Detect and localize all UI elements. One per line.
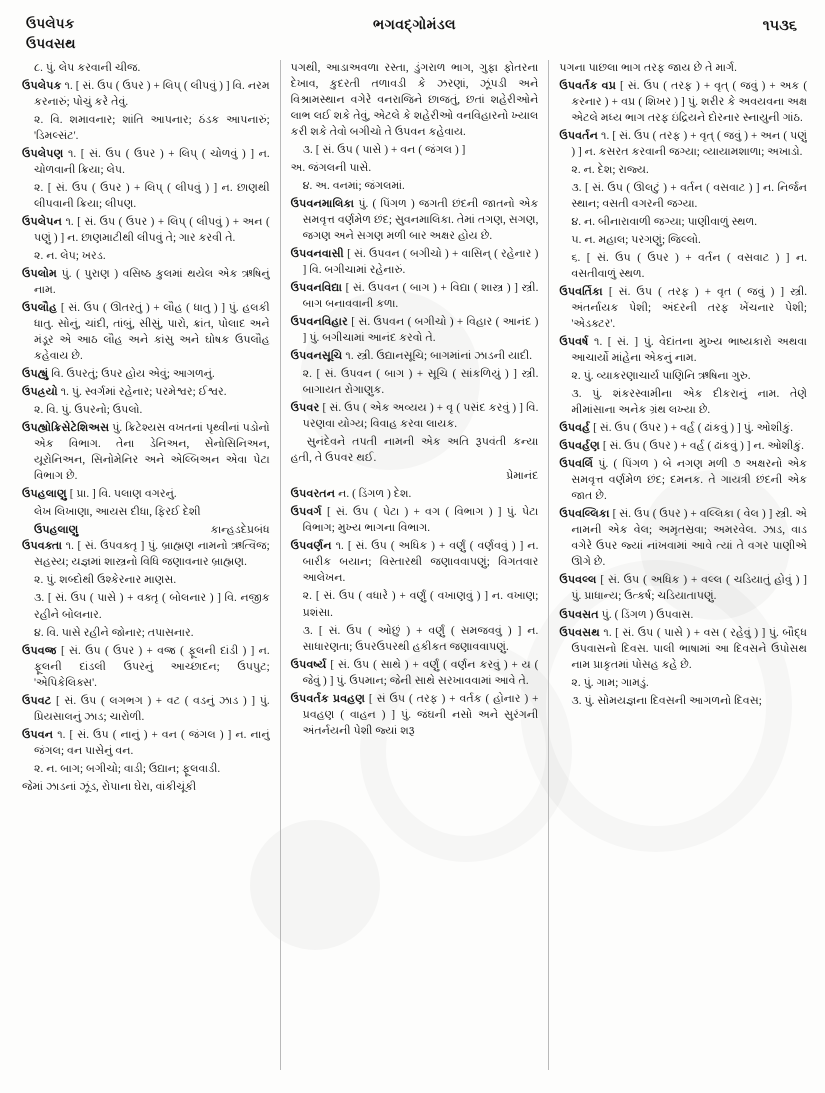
entry-headword: ઉપવર્ષ્ય xyxy=(290,658,327,671)
entry-definition: પું. ( પિંગળ ) બે નગણ મળી ૭ અક્ષરનો એક સમવૃત્ત વર્ણમેળ છંદ; દમનક. તે ગાયત્રી છંદની એક જાત છે. xyxy=(571,458,808,503)
entry-definition: [ સં. ઉપવન ( બગીચો ) + વિહાર ( આનંદ ) ] પું. બગીચામાં આનંદ કરવો તે. xyxy=(302,316,539,345)
entry-definition: ૧. [ સં. ઉપ ( ઉપર ) + લિપ્ ( લીપવું ) + અન ( પણું ) ] ન. છાણમાટીથી લીપવું તે; ગાર કરવી તે. xyxy=(34,216,270,245)
entry-headword: ઉપલેપણ xyxy=(22,148,64,161)
entry-definition: ૧. [ સં. ] પું. વેદાંતના મુખ્ય ભાષ્યકારો અથવા આચાર્યો માંહેના એકનું નામ. xyxy=(571,336,808,365)
page-number: ૧૫૩૬ xyxy=(762,18,797,34)
dictionary-entry xyxy=(22,146,270,178)
entry-sense: ૩. [ સં. ઉપ ( ઊલટું ) + વર્તન ( વસવાટ ) ] ન. નિર્જન સ્થાન; વસતી વગરની જગ્યા. xyxy=(571,182,808,211)
entry-definition: [ સં. ઉપ ( ઉપર ) + વલ્લિકા ( વેલ ) ] સ્ત્રી. એ નામની એક વેલ; અમૃતસ્રવા; અમરવેલ. ઝાડ, વાડ વગેરે ઉપર જ્યાં નાંખવામાં આવે ત્યાં તે વગર પાણીએ ઊગે છે. xyxy=(571,508,808,569)
entry-definition: [ સં. ઉપવન ( બગીચો ) + વાસિન્ ( રહેનાર ) ] વિ. બગીચામાં રહેનારું. xyxy=(302,248,539,277)
dictionary-entry xyxy=(291,504,539,536)
dictionary-entry xyxy=(559,607,807,623)
dictionary-entry xyxy=(291,314,539,346)
entry-headword: ઉપવજ્ર xyxy=(22,644,57,657)
entry-sense: ૩. [ સં. ઉપ ( પાસે ) + વન ( જંગલ ) ] xyxy=(302,144,466,157)
entry-sense: ૪. ન. બીનારાવાળી જગ્યા; પાણીવાળું સ્થળ. xyxy=(571,216,758,229)
entry-headword: ઉપવક્તા xyxy=(22,540,63,553)
dictionary-entry xyxy=(291,538,539,586)
three-column-body xyxy=(22,60,807,1070)
dictionary-entry xyxy=(22,727,270,759)
dictionary-entry xyxy=(559,334,807,366)
dictionary-entry xyxy=(291,400,539,432)
entry-headword: ઉપવર્તન xyxy=(559,130,598,143)
entry-sense: ૬. [ સં. ઉપ ( ઉપર ) + વર્તન ( વસવાટ ) ] ન. વસતીવાળું સ્થળ. xyxy=(571,252,808,281)
entry-sense: ૩. પું. સોમયજ્ઞના દિવસની આગળનો દિવસ; xyxy=(571,694,762,707)
entry-definition: [ સં. ઉપ ( ઉપર ) + વજ્ર ( ફૂલની દાંડી ) ] ન. ફૂલની દાંડલી ઉપરનું આચ્છાદન; ઉપપુટ; 'એપિકેલિક્સ'. xyxy=(34,644,270,689)
entry-sense: ૨. વિ. પું. ઉપરનો; ઉપલો. xyxy=(34,404,143,417)
entry-headword: ઉપલૌહ xyxy=(22,302,58,315)
header-word-last: ઉપવસથ xyxy=(26,35,76,51)
dictionary-entry xyxy=(559,128,807,160)
entry-sense: ૨. વિ. શમાવનાર; શાંતિ આપનાર; ઠંડક આપનારું; 'ડિમલ્સંટ'. xyxy=(34,114,270,143)
dictionary-entry xyxy=(22,78,270,110)
entry-sense: ૩. [ સં. ઉપ ( ઓછું ) + વર્ણું ( સમજવવું ) ] ન. સાધારણતા; ઉપરઉપરથી હકીકત જણાવવાપણું. xyxy=(302,624,539,653)
column-1 xyxy=(22,60,280,1070)
entry-example: સુનંદેવને તપતી નામની એક અતિ રૂપવંતી કન્યા હતી, તે ઉપવર થઈ. xyxy=(290,436,539,465)
dictionary-entry xyxy=(559,420,807,436)
entry-headword: ઉપવનવાસી xyxy=(290,248,344,261)
entry-sense: ૩. [ સં. ઉપ ( પાસે ) + વક્તૃ ( બોલનાર ) ] વિ. નજીક રહીને બોલનાર. xyxy=(34,592,270,621)
entry-headword: ઉપવસથ xyxy=(559,626,600,639)
dictionary-entry xyxy=(22,538,270,570)
entry-sense: ૨. [ સં. ઉપ ( વધારે ) + વર્ણું ( વખાણવું ) ] ન. વખાણ; પ્રશંસા. xyxy=(302,590,539,619)
entry-headword: ઉપહ્યું xyxy=(22,368,49,381)
entry-sense: ૫. ન. મહાલ; પરગણું; જિલ્લો. xyxy=(571,234,701,247)
entry-headword: ઉપવર્ષ xyxy=(559,336,589,349)
entry-headword: ઉપવટ xyxy=(22,694,52,707)
dictionary-entry xyxy=(22,643,270,691)
entry-sense: ૮. પું. લેપ કરવાની ચીજ. xyxy=(34,62,141,74)
dictionary-entry xyxy=(559,78,807,126)
entry-headword: ઉપવનવિહાર xyxy=(290,316,348,329)
entry-definition: [ સં. ઉપ ( એક અવ્યય ) + વૃ ( પસંદ કરવું ) ] વિ. પરણવા યોગ્ય; વિવાહ કરવા લાયક. xyxy=(302,402,539,431)
entry-headword: ઉપવર્તિકા xyxy=(559,286,603,299)
dictionary-entry xyxy=(22,300,270,364)
entry-definition: પું. ( પુરાણ ) વસિષ્ઠ કુલમાં થયેલ એક ઋષિનું નામ. xyxy=(34,268,270,297)
entry-headword: ઉપહલાણુ xyxy=(22,488,67,501)
entry-headword: ઉપવર્લિ xyxy=(559,458,594,471)
dictionary-entry xyxy=(559,506,807,570)
entry-continuation: જેમાં ઝાડનાં ઝૂંડ, રોપાના ઘેરા, વાંકીચૂંકી xyxy=(22,780,197,793)
entry-sense: ૩. પું. શંકરસ્વામીના એક દીકરાનું નામ. તેણે મીમાંસાના અનેક ગ્રંથ લખ્યા છે. xyxy=(571,388,808,417)
dictionary-entry xyxy=(22,420,270,484)
header-word-first: ઉપલેપક xyxy=(26,16,75,31)
entry-headword: ઉપહ્યોક્રિસેટેશિઅસ xyxy=(22,422,110,435)
entry-headword: ઉપવર્તક વપ્ર xyxy=(559,80,616,93)
entry-definition: ૧. પું. સ્વર્ગમાં રહેનાર; પરમેશ્વર; ઈશ્વર. xyxy=(57,386,227,399)
entry-definition: [ સં ઉપ ( તરફ ) + વર્તક ( હોનાર ) + પ્રવહણ ( વાહન ) ] પું. જંઘની નસો અને સુરંગની અંતર્નયની પેશી જ્યાં શરૂ xyxy=(302,692,539,737)
dictionary-entry xyxy=(559,625,807,673)
entry-sense: ૨. ન. લેપ; ખરડ. xyxy=(34,250,106,263)
entry-definition: [ સં. ઉપ ( સાથે ) + વર્ણું ( વર્ણન કરવું ) + ય ( જેવું ) ] પું. ઉપમાન; જેની સાથે સરખાવવામાં આવે તે. xyxy=(302,658,539,687)
entry-definition: પું. ( ડિંગળ ) ઉપવાસ. xyxy=(598,608,694,621)
entry-definition: [ પ્રા. ] વિ. પલાણ વગરનું. xyxy=(66,488,177,501)
entry-headword: ઉપવર્હણ xyxy=(559,440,600,453)
entry-definition: પું. ક્રિટેશ્યસ વખતનાં પૃથ્વીનાં પડોનો એક વિભાગ. તેના ડેનિઅન, સેનોસિનિઅન, યૂરોનિઅન, સિનોમેનિર અને એલ્બિઅન એવા પેટા વિભાગ છે. xyxy=(34,422,270,483)
entry-headword: ઉપવર્હ xyxy=(559,422,591,435)
entry-headword: ઉપવનસૂચિ xyxy=(290,350,343,363)
dictionary-entry xyxy=(291,196,539,244)
dictionary-entry xyxy=(22,384,270,400)
entry-sense: ૨. પું. ગામ; ગામડું. xyxy=(571,676,649,689)
entry-headword: ઉપવર્ણન xyxy=(290,540,332,553)
entry-headword: ઉપવસત xyxy=(559,608,599,621)
dictionary-entry xyxy=(22,366,270,382)
entry-definition: [ સં. ઉપ ( તરફ ) + વૃત્ ( જવું ) + અક ( કરનાર ) + વપ્ર ( શિખર ) ] પું. શરીર કે અવયવના અક્ષ એટલે મધ્ય ભાગ તરફ ઇંદ્રિયને દોરનાર સ્નાયુની ગાંઠ. xyxy=(571,80,808,125)
entry-sense: ૪. વિ. પાસે રહીને જોનાર; તપાસનાર. xyxy=(34,626,194,639)
entry-definition: ૧. [ સં. ઉપ ( અધિક ) + વર્ણું ( વર્ણવવું ) ] ન. બારીક બયાન; વિસ્તારથી જણાવવાપણું; વિગતવાર આલેખન. xyxy=(302,540,539,585)
dictionary-entry xyxy=(559,572,807,604)
entry-continuation: અ. જંગલની પાસે. xyxy=(290,162,372,175)
entry-quotation: લેખ લિખાણા, આયસ દીધા, ફિરઈ દેશી xyxy=(34,506,201,519)
entry-definition: [ સં. ઉપવન ( બાગ ) + વિદ્યા ( શાસ્ત્ર ) ] સ્ત્રી. બાગ બનાવવાની કળા. xyxy=(302,282,539,311)
page-header xyxy=(22,14,807,60)
dictionary-entry xyxy=(559,456,807,504)
entry-headword: ઉપવર્ગ xyxy=(290,506,322,519)
entry-headword: ઉપવર્તક પ્રવહણ xyxy=(290,692,365,705)
citation-author: પ્રેમાનંદ xyxy=(506,470,539,483)
column-2 xyxy=(280,60,550,1070)
dictionary-entry xyxy=(291,246,539,278)
entry-definition: [ સં. ઉપ ( પેટા ) + વગ ( વિભાગ ) ] પું. પેટા વિભાગ; મુખ્ય ભાગના વિભાગ. xyxy=(302,506,539,535)
entry-definition: [ સં. ઉપ ( ઉપર ) + વર્હ ( ઢાંકવું ) ] પું. ઓશીકું. xyxy=(590,422,794,435)
citation-author: કાન્હડદેપ્રબંધ xyxy=(210,524,270,537)
dictionary-entry xyxy=(559,284,807,332)
entry-definition: પું. ( પિંગળ ) જગતી છંદની જાતનો એક સમવૃત્ત વર્ણમેળ છંદ; સુવનમાલિકા. તેમાં તગણ, સગણ, જગણ અને સગણ મળી બાર અક્ષર હોય છે. xyxy=(302,198,539,243)
dictionary-entry xyxy=(291,486,539,502)
entry-continuation: પગના પાછલા ભાગ તરફ જાય છે તે માર્ગ. xyxy=(559,62,737,74)
entry-headword: ઉપહ્રયો xyxy=(22,386,58,399)
entry-sense: ૨. પું. વ્યાકરણાચાર્ય પાણિનિ ઋષિના ગુરુ. xyxy=(571,370,751,383)
entry-sense: ૨. પું. શબ્દોથી ઉશ્કેરનાર માણસ. xyxy=(34,574,177,587)
dictionary-entry xyxy=(22,486,270,502)
entry-sense: ૨. [ સં. ઉપ ( ઉપર ) + લિપ્ ( લીપવું ) ] ન. છાણથી લીપવાની ક્રિયા; લીપણ. xyxy=(34,182,270,211)
entry-definition: [ સં. ઉપ ( લગભગ ) + વટ ( વડનું ઝાડ ) ] પું. પ્રિયસાલનું ઝાડ; ચારોળી. xyxy=(34,694,270,723)
dictionary-entry xyxy=(291,657,539,689)
entry-headword: ઉપલેપક xyxy=(22,80,62,93)
entry-headword: ઉપવન xyxy=(22,728,54,741)
dictionary-entry xyxy=(291,691,539,739)
entry-definition: ૧. [ સં. ઉપ ( નાનું ) + વન ( જંગલ ) ] ન. નાનું જંગલ; વન પાસેનું વન. xyxy=(34,728,270,757)
entry-headword: ઉપવરતન xyxy=(290,488,336,501)
entry-definition: [ સં. ઉપ ( ઊતરતું ) + લૌહ ( ધાતુ ) ] પું. હલકી ધાતુ. સોનું, ચાંદી, તાંબું, સીસું, પારો, ક્રાંત, પોલાદ અને મંડૂર એ આઠ લૌહ અને કાંસુ અને ઘોષક ઉપલૌહ કહેવાય છે. xyxy=(34,302,270,363)
entry-definition: ૧. [ સં. ઉપવક્તૃ ] પું. બ્રાહ્મણ નામનો ઋત્વિજ; સહસ્ય; યજ્ઞમાં શાસ્ત્રનો વિધિ જણાવનાર બ્રાહ્મણ. xyxy=(34,540,270,569)
column-3 xyxy=(549,60,807,1070)
dictionary-entry xyxy=(291,280,539,312)
entry-headword: ઉપલેપન xyxy=(22,216,62,229)
dictionary-entry xyxy=(22,214,270,246)
entry-definition: [ સં. ઉપ ( અધિક ) + વલ્લ ( ચડિયાતું હોવું ) ] પું. પ્રાધાન્ય; ઉત્કર્ષ; ચડિયાતાપણું. xyxy=(571,574,808,603)
entry-definition: [ સં. ઉપ ( તરફ ) + વૃત ( જવું ) ] સ્ત્રી. અંતર્નાયક પેશી; અંદરની તરફ ખેંચનાર પેશી; 'એડક્ટર'. xyxy=(571,286,808,331)
entry-sense: ૪. અ. વનમાં; જંગલમાં. xyxy=(302,180,405,193)
entry-definition: [ સં. ઉપ ( ઉપર ) + વર્હ ( ઢાંકવું ) ] ન. ઓશીકું. xyxy=(599,440,804,453)
entry-definition: ૧. [ સં. ઉપ ( ઉપર ) + લિપ્ ( ચોળવું ) ] ન. ચોળવાની ક્રિયા; લેપ. xyxy=(34,148,270,177)
entry-definition: ન. ( ડિંગળ ) દેશ. xyxy=(335,488,412,501)
entry-sense: ૨. ન. દેશ; રાજ્ય. xyxy=(571,164,649,177)
entry-definition: ૧. [ સં. ઉપ ( ઉપર ) + લિપ્ ( લીપવું ) ] વિ. નરમ કરનારું; પોચું કરે તેવું. xyxy=(34,80,270,109)
dictionary-entry xyxy=(559,438,807,454)
entry-sense: ૨. [ સં. ઉપવન ( બાગ ) + સૂચિ ( સાંકળિયું ) ] સ્ત્રી. બાગાયત રોગાણુક. xyxy=(302,368,539,397)
entry-headword: ઉપવનવિદ્યા xyxy=(290,282,343,295)
entry-definition: ૧. સ્ત્રી. ઉદ્યાનસૂચિ; બાગમાંનાં ઝાડની યાદી. xyxy=(342,350,533,363)
entry-continuation: પગથી, આડાઅવળા રસ્તા, ડુંગરાળ ભાગ, ગુફા ફોતરના દેખાવ, કુદરતી તળાવડી કે ઝરણાં, ઝૂંપડી અને વિશ્રામસ્થાન વગેરે વનરાજિને છાજતું, છતાં શહેરીઓને લાભ લઈ શકે તેવું, એટલે કે શહેરીઓ વનવિહારનો ખ્યાલ કરી શકે તેવો બગીચો તે ઉપવન કહેવાય. xyxy=(290,62,539,139)
entry-headword: ઉપવનમાલિકા xyxy=(290,198,355,211)
entry-headword: ઉપવલ્લિકા xyxy=(559,508,610,521)
citation-line xyxy=(22,522,270,538)
entry-sense: ૨. ન. બાગ; બગીચો; વાડી; ઉદ્યાન; ફૂલવાડી. xyxy=(34,762,221,775)
citation-source: ઉપહલાણુ xyxy=(34,524,79,537)
dictionary-entry xyxy=(291,348,539,364)
entry-definition: ૧. [ સં. ઉપ ( તરફ ) + વૃત્ ( જવું ) + અન ( પણું ) ] ન. કસરત કરવાની જગ્યા; વ્યાયામશાળા; અખાડો. xyxy=(571,130,808,159)
entry-definition: ૧. [ સં. ઉપ ( પાસે ) + વસ ( રહેવું ) ] પું. બૌદ્ધ ઉપવાસનો દિવસ. પાલી ભાષામાં આ દિવસને ઉપોસથ નામ પ્રાકૃતમાં પોસહ કહે છે. xyxy=(571,626,808,671)
dictionary-entry xyxy=(22,693,270,725)
entry-headword: ઉપવલ્લ xyxy=(559,574,597,587)
entry-headword: ઉપવર xyxy=(290,402,320,415)
entry-definition: વિ. ઉપરતું; ઉપર હોય એવું; આગળનું. xyxy=(48,368,215,381)
dictionary-entry xyxy=(22,266,270,298)
entry-headword: ઉપલોમ xyxy=(22,268,57,281)
dictionary-title: ભગવદ્ગોમંડલ xyxy=(372,18,457,33)
